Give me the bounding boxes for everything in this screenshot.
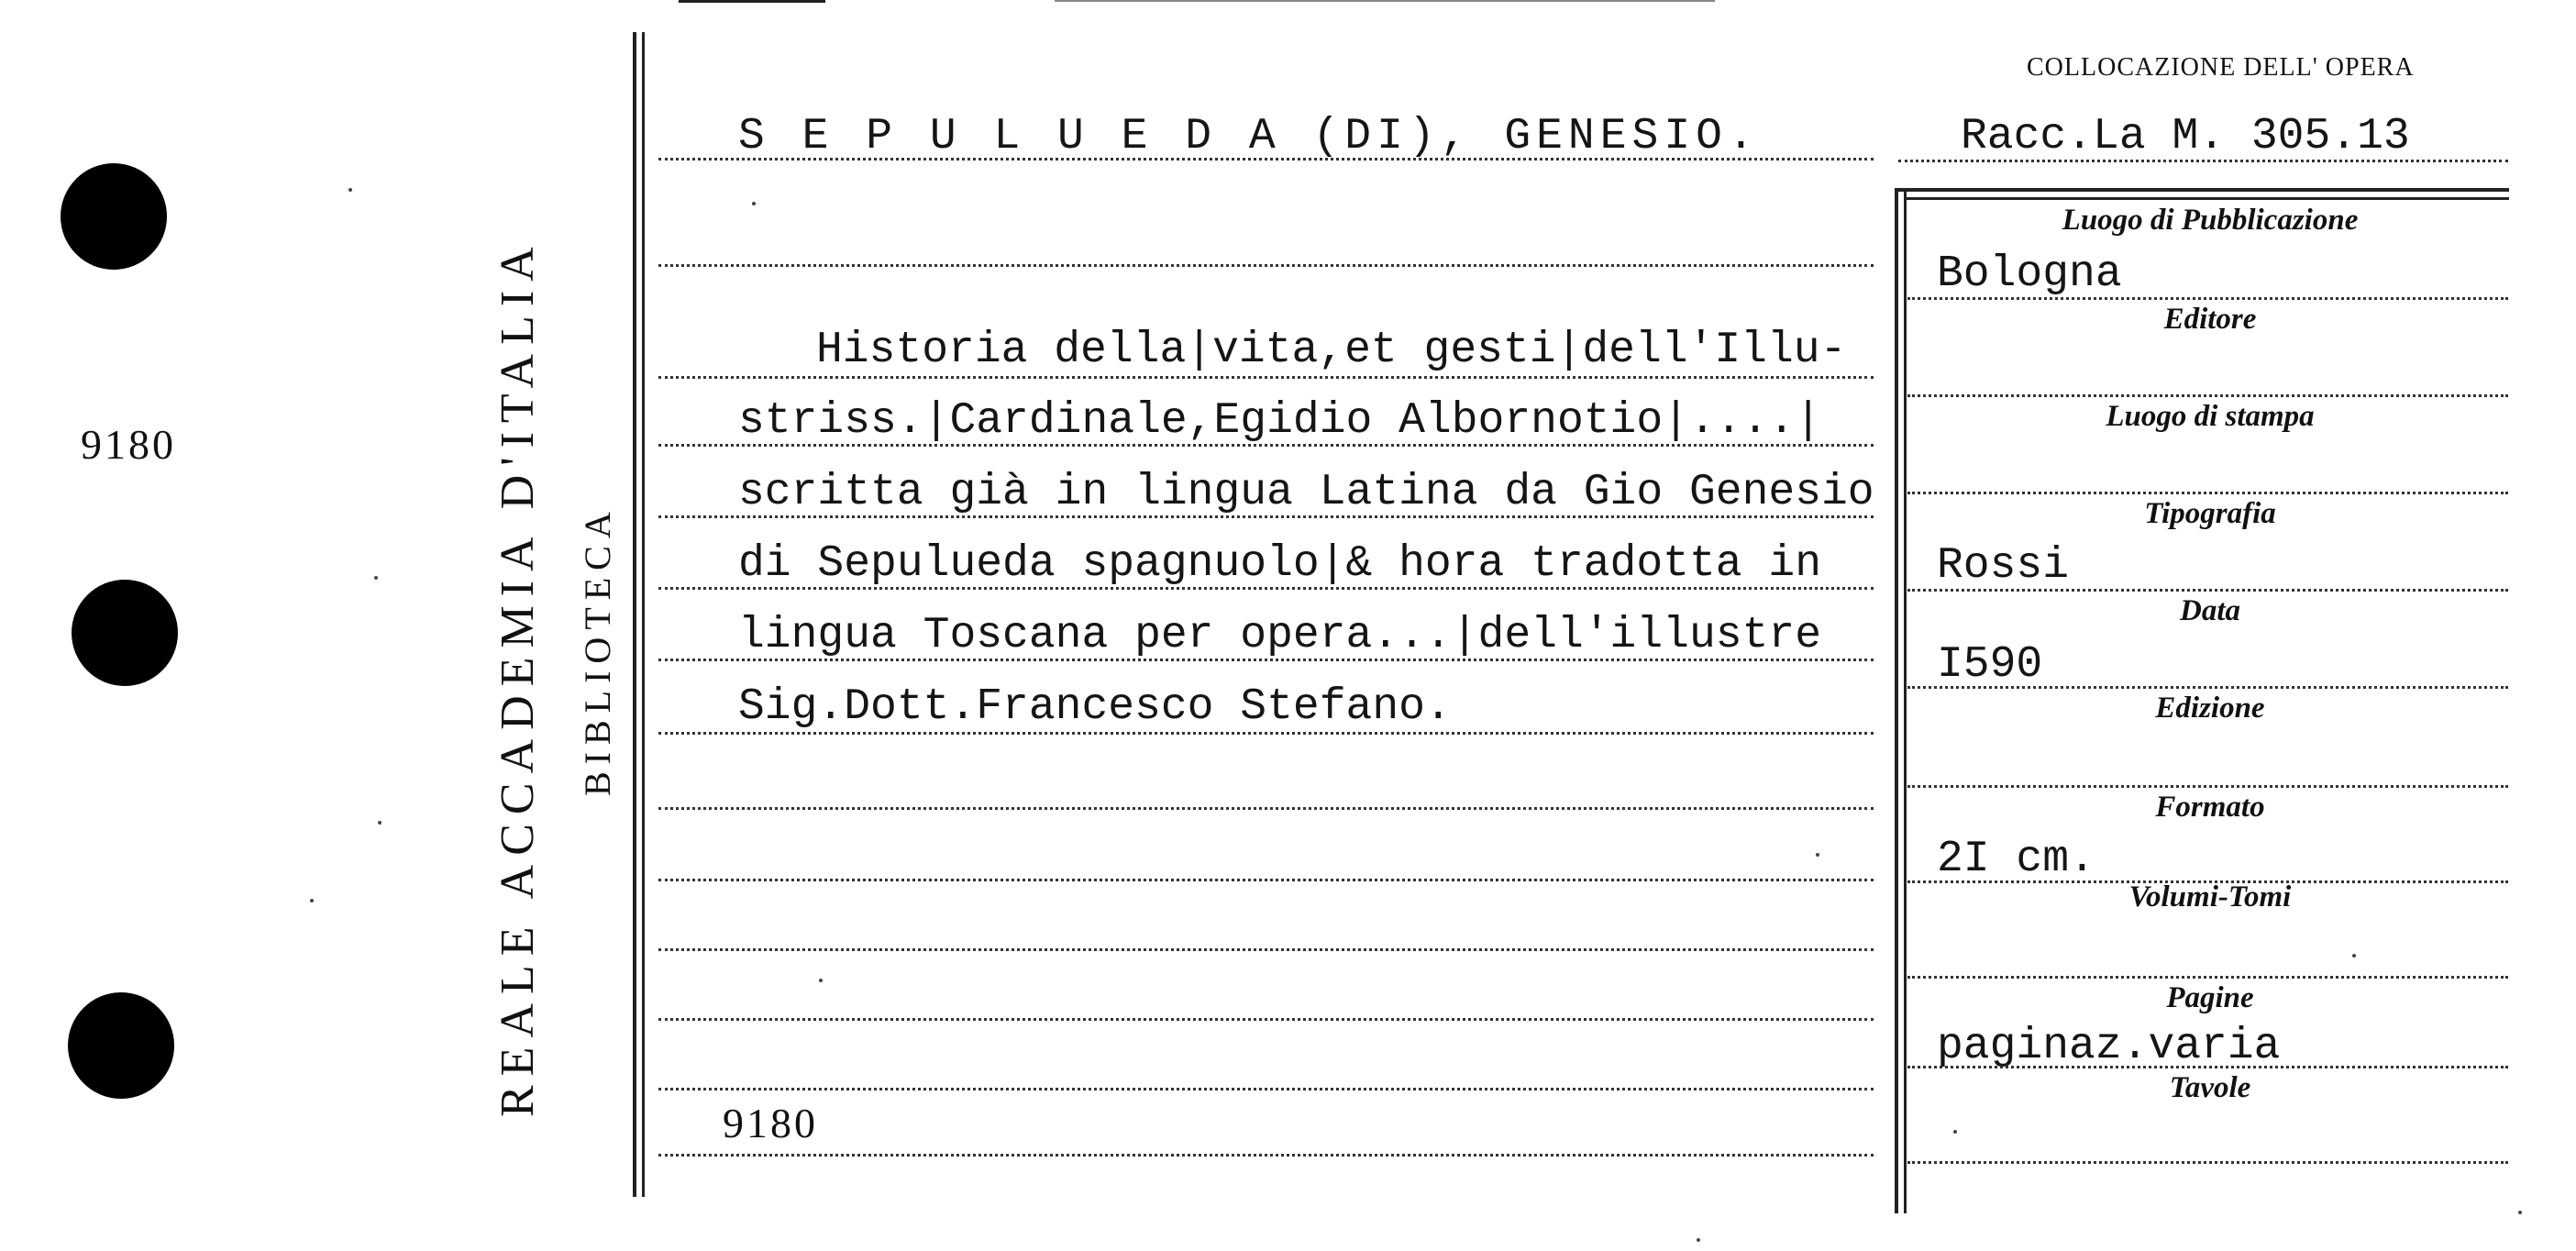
tavole-label: Tavole [2169, 1071, 2251, 1104]
rule-line [658, 1154, 1874, 1157]
shelfmark-line [1898, 160, 2508, 162]
box-rule-b [1904, 188, 1907, 1213]
luogo-stampa-label: Luogo di stampa [2106, 400, 2315, 433]
formato-value: 2I cm. [1937, 835, 2095, 884]
paper-speck [2352, 954, 2356, 958]
paper-speck [2518, 1211, 2522, 1214]
title-line: di Sepulueda spagnuolo|& hora tradotta in [738, 539, 1821, 589]
paper-speck [1816, 853, 1819, 857]
rule-line [658, 948, 1874, 951]
tipografia-label: Tipografia [2144, 497, 2276, 530]
shelfmark: Racc.La M. 305.13 [1961, 112, 2410, 161]
margin-number: 9180 [81, 421, 176, 468]
author-name: S E P U L U E D A (DI), GENESIO. [738, 112, 1760, 161]
field-line [1907, 1161, 2508, 1164]
paper-speck [378, 821, 381, 825]
location-header: COLLOCAZIONE DELL' OPERA [2027, 53, 2415, 82]
paper-speck [819, 979, 823, 982]
field-line [1907, 492, 2508, 494]
left-rule-a [633, 32, 636, 1197]
left-rule-b [642, 32, 645, 1197]
editore-label: Editore [2163, 303, 2257, 336]
pagine-label: Pagine [2166, 981, 2254, 1014]
title-line: striss.|Cardinale,Egidio Albornotio|....| [738, 396, 1821, 446]
data-value: I590 [1937, 640, 2043, 690]
rule-line [658, 1018, 1874, 1021]
edizione-label: Edizione [2155, 692, 2265, 725]
field-line [1907, 1066, 2508, 1068]
rule-line [658, 1088, 1874, 1090]
box-top-rule-a [1895, 188, 2509, 192]
punch-hole-middle [72, 580, 178, 686]
field-line [1907, 686, 2508, 689]
rule-line [658, 376, 1874, 379]
paper-speck [1697, 1238, 1700, 1242]
author-line [658, 158, 1874, 161]
field-line [1907, 589, 2508, 592]
field-line [1907, 394, 2508, 397]
punch-hole-bottom [68, 992, 174, 1099]
rule-line [658, 732, 1874, 735]
field-line [1907, 785, 2508, 788]
field-line [1907, 297, 2508, 300]
paper-speck [348, 188, 352, 192]
top-edge-mark-2 [1055, 0, 1715, 2]
punch-hole-top [61, 163, 167, 270]
paper-speck [310, 899, 314, 902]
paper-speck [1953, 1130, 1957, 1134]
pagine-value: paginaz.varia [1937, 1022, 2281, 1071]
box-rule-a [1895, 188, 1898, 1213]
rule-line [658, 264, 1874, 267]
title-line: lingua Toscana per opera...|dell'illustre [738, 611, 1821, 660]
paper-speck [374, 576, 378, 580]
luogo-pubblicazione-value: Bologna [1937, 249, 2122, 299]
institution-name: REALE ACCADEMIA D'ITALIA [492, 238, 544, 1117]
volumi-label: Volumi-Tomi [2128, 880, 2292, 913]
luogo-pubblicazione-label: Luogo di Pubblicazione [2062, 204, 2359, 237]
bottom-number: 9180 [723, 1100, 818, 1146]
rule-line [658, 807, 1874, 810]
title-line: Historia della|vita,et gesti|dell'Illu- [816, 326, 1847, 375]
rule-line [658, 879, 1874, 881]
formato-label: Formato [2155, 791, 2265, 824]
top-edge-mark [679, 0, 825, 3]
paper-speck [752, 202, 756, 205]
title-line: scritta già in lingua Latina da Gio Genesio [738, 468, 1874, 517]
box-top-rule-b [1904, 197, 2509, 200]
field-line [1907, 976, 2508, 979]
title-line: Sig.Dott.Francesco Stefano. [738, 682, 1452, 732]
data-label: Data [2180, 594, 2240, 627]
department-name: BIBLIOTECA [577, 504, 618, 796]
tipografia-value: Rossi [1937, 541, 2070, 591]
